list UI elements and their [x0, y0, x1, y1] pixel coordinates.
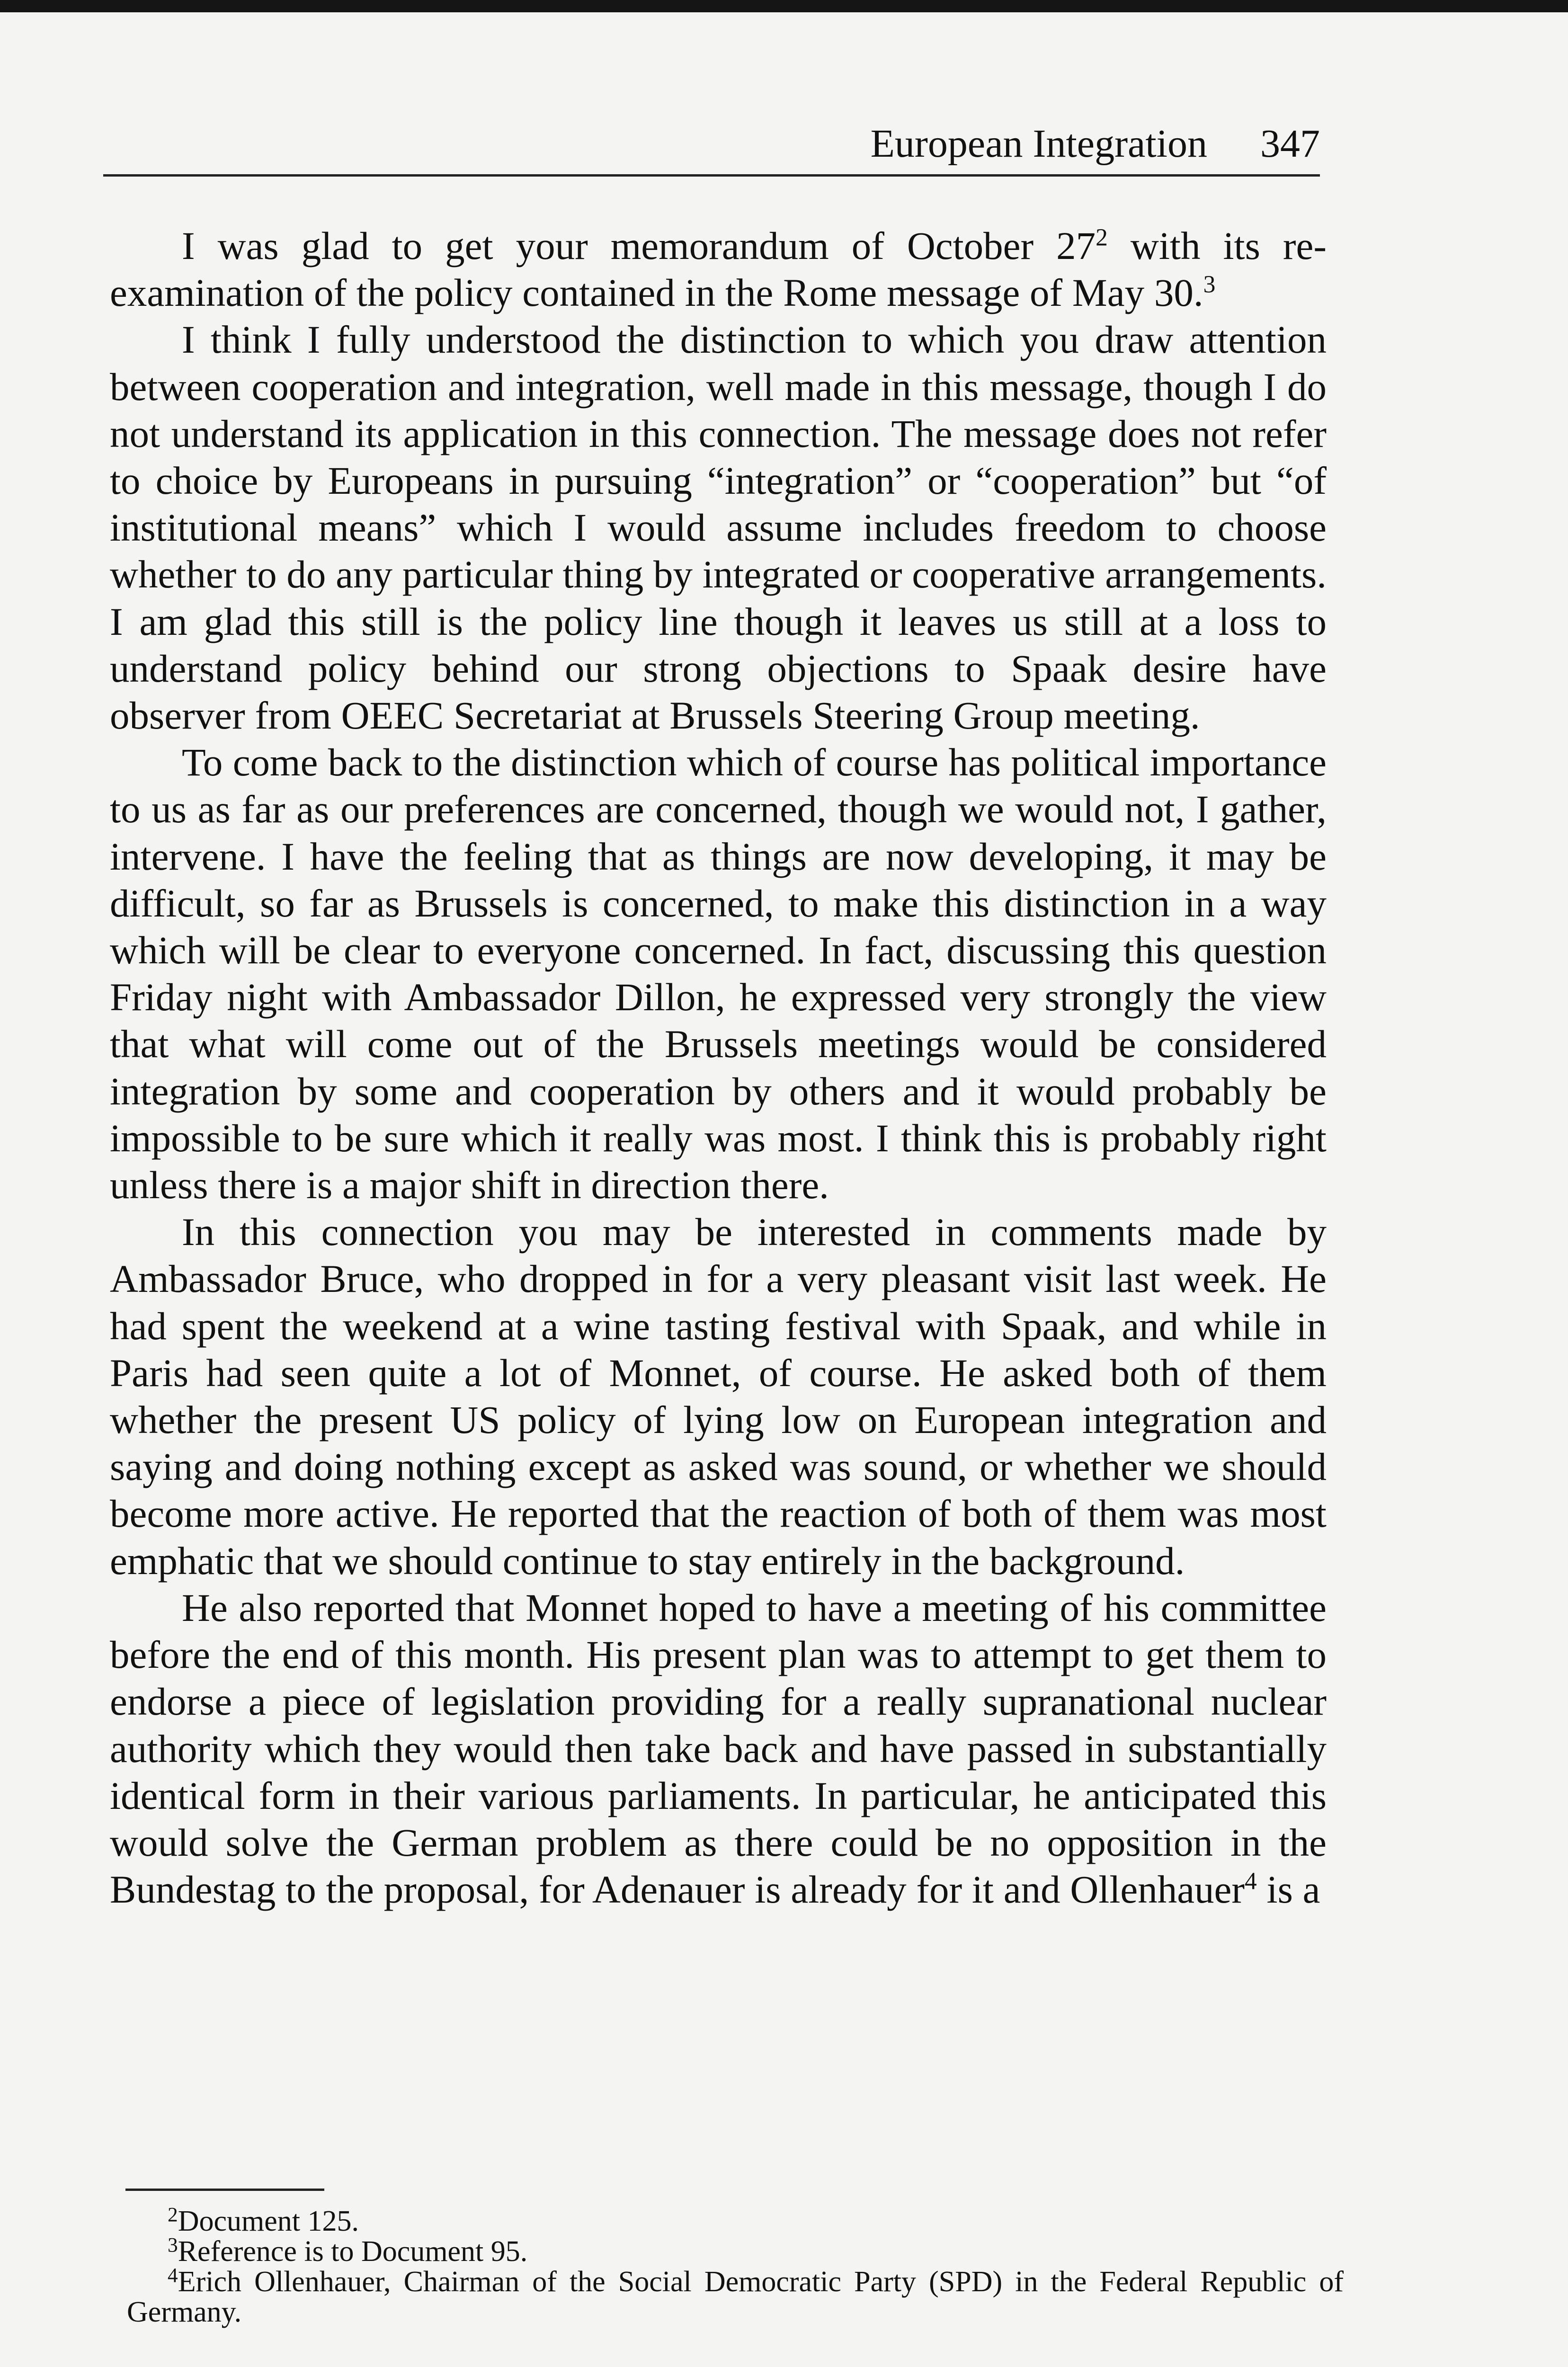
footnote-2-marker: 2	[168, 2203, 178, 2226]
footnote-2	[127, 2203, 1344, 2237]
paragraph-3: To come back to the distinction which of course has political importance to us as far as our preferences are concerned, though we would not, I gather, intervene. I have the feeling that as things are now developing, it may be difficult, so far as Brussels is concerned, to make this distinction in a way which will be clear to everyone concerned. In fact, discussing this question Friday night with Ambassador Dillon, he expressed very strongly the view that what will come out of the Brussels meetings would be considered integration by some and cooperation by others and it would probably be impossible to be sure which it really was most. I think this is probably right unless there is a major shift in direction there.	[110, 740, 1327, 1207]
paragraph-1-text-a: I was glad to get your memorandum of October 27	[182, 224, 1096, 267]
paragraph-1	[110, 222, 1327, 316]
footnote-3-text: Reference is to Document 95.	[178, 2235, 528, 2268]
paragraph-1-text-b: with its re-examination of the policy contained in the Rome message of May 30.	[110, 224, 1327, 315]
footnote-ref-3: 3	[1203, 271, 1216, 298]
footnote-rule	[125, 2189, 324, 2191]
page-number: 347	[1260, 122, 1320, 166]
footnote-2-text: Document 125.	[178, 2205, 359, 2237]
footnotes	[127, 2203, 1344, 2328]
paragraph-2: I think I fully understood the distinction to which you draw attention between cooperation and integration, well made in this message, though I do not understand its application in this connection. The message does not refer to choice by Europeans in pursuing “integration” or “cooperation” but “of institutional means” which I would assume includes freedom to choose whether to do any particular thing by integrated or cooperative arrangements. I am glad this still is the policy line though it leaves us still at a loss to understand policy behind our strong objections to Spaak desire have observer from OEEC Secretariat at Brussels Steering Group meeting.	[110, 318, 1327, 738]
footnote-ref-4: 4	[1245, 1868, 1257, 1895]
footnote-4	[127, 2264, 1344, 2328]
footnote-4-text: Erich Ollenhauer, Chairman of the Social Democratic Party (SPD) in the Federal Republic of Germany.	[127, 2266, 1344, 2328]
paragraph-5-text-b: is a	[1256, 1868, 1320, 1912]
body-text	[110, 222, 1327, 1913]
paragraph-5	[110, 1584, 1327, 1913]
paragraph-5-text-a: He also reported that Monnet hoped to have a meeting of his committee before the end of this month. His present plan was to attempt to get them to endorse a piece of legislation providing for a really supranational nuclear authority which they would then take back and have passed in substantially identical form in their various parliaments. In particular, he anticipated this would solve the German problem as there could be no opposition in the Bundestag to the proposal, for Adenauer is already for it and Ollenhauer	[110, 1585, 1327, 1912]
header-rule	[103, 174, 1320, 177]
scan-top-border	[0, 0, 1568, 12]
paragraph-4: In this connection you may be interested in comments made by Ambassador Bruce, who dropped in for a very pleasant visit last week. He had spent the weekend at a wine tasting festival with Spaak, and while in Paris had seen quite a lot of Monnet, of course. He asked both of them whether the present US policy of lying low on European integration and saying and doing nothing except as asked was sound, or whether we should become more active. He reported that the reaction of both of them was most emphatic that we should continue to stay entirely in the background.	[110, 1210, 1327, 1583]
footnote-ref-2: 2	[1096, 224, 1108, 251]
footnote-4-marker: 4	[168, 2264, 178, 2287]
footnote-3-marker: 3	[168, 2234, 178, 2257]
running-title: European Integration	[870, 122, 1207, 166]
footnote-3	[127, 2236, 1344, 2267]
running-header	[103, 124, 1320, 164]
